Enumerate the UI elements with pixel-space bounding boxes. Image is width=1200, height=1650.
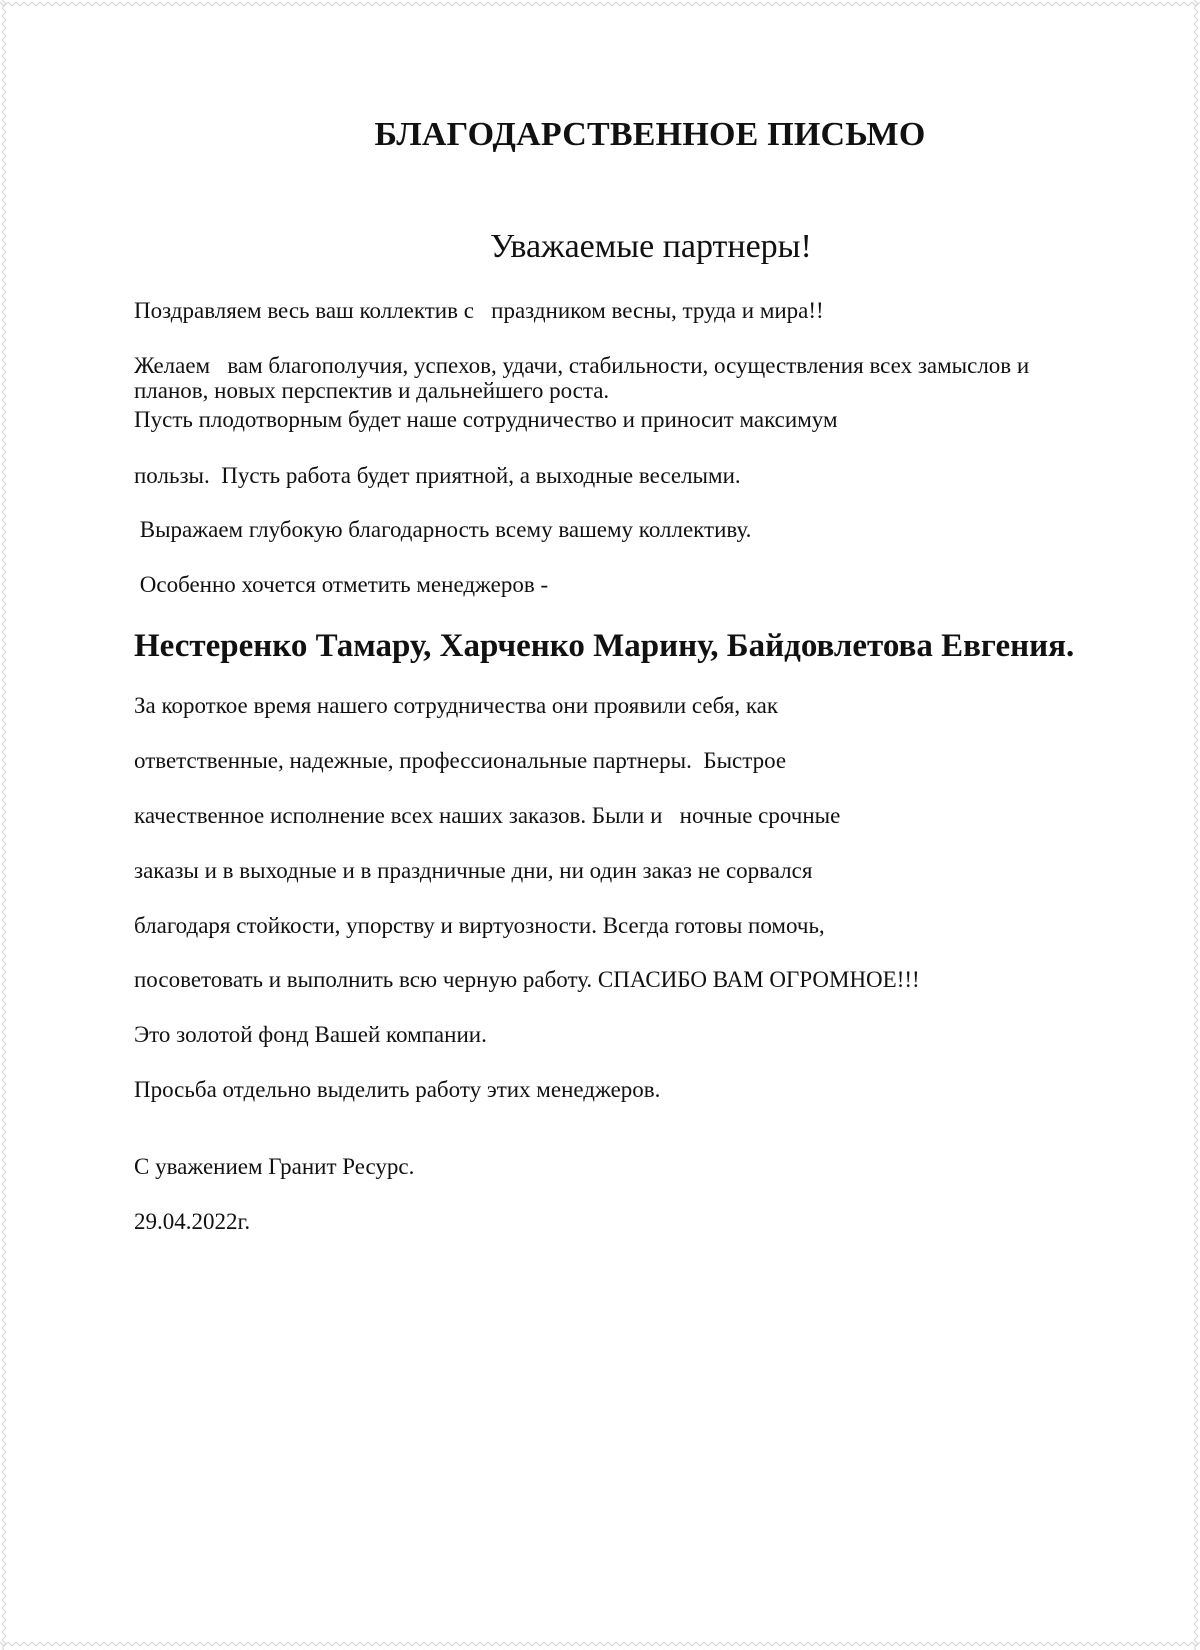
body-line: благодаря стойкости, упорству и виртуозности. Всегда готовы помочь, xyxy=(134,913,825,938)
paragraph-line: Особенно хочется отметить менеджеров - xyxy=(134,572,549,597)
body-line: посоветовать и выполнить всю черную работу. СПАСИБО ВАМ ОГРОМНОЕ!!! xyxy=(134,967,920,992)
letter-title: БЛАГОДАРСТВЕННОЕ ПИСЬМО xyxy=(374,116,926,153)
manager-names: Нестеренко Тамару, Харченко Марину, Байдовлетова Евгения. xyxy=(134,628,1075,664)
body-line: ответственные, надежные, профессиональные партнеры. Быстрое xyxy=(134,748,787,773)
paragraph-line: Пусть плодотворным будет наше сотрудничество и приносит максимум xyxy=(134,407,838,432)
body-line: заказы и в выходные и в праздничные дни, ни один заказ не сорвался xyxy=(134,858,813,883)
body-line: Это золотой фонд Вашей компании. xyxy=(134,1022,487,1047)
body-line: За короткое время нашего сотрудничества они проявили себя, как xyxy=(134,693,779,718)
body-line: Просьба отдельно выделить работу этих менеджеров. xyxy=(134,1077,661,1102)
paragraph-line: Желаем вам благополучия, успехов, удачи, стабильности, осуществления всех замыслов и xyxy=(134,353,1030,378)
paragraph-line: планов, новых перспектив и дальнейшего роста. xyxy=(134,378,610,403)
paragraph-line: пользы. Пусть работа будет приятной, а выходные веселыми. xyxy=(134,463,741,488)
letter-date: 29.04.2022г. xyxy=(134,1209,251,1234)
letter-greeting: Уважаемые партнеры! xyxy=(490,228,812,265)
body-line: качественное исполнение всех наших заказов. Были и ночные срочные xyxy=(134,803,841,828)
paragraph-line: Выражаем глубокую благодарность всему вашему коллективу. xyxy=(134,517,752,542)
signature: С уважением Гранит Ресурс. xyxy=(134,1154,415,1179)
paragraph-line: Поздравляем весь ваш коллектив с праздником весны, труда и мира!! xyxy=(134,298,824,323)
